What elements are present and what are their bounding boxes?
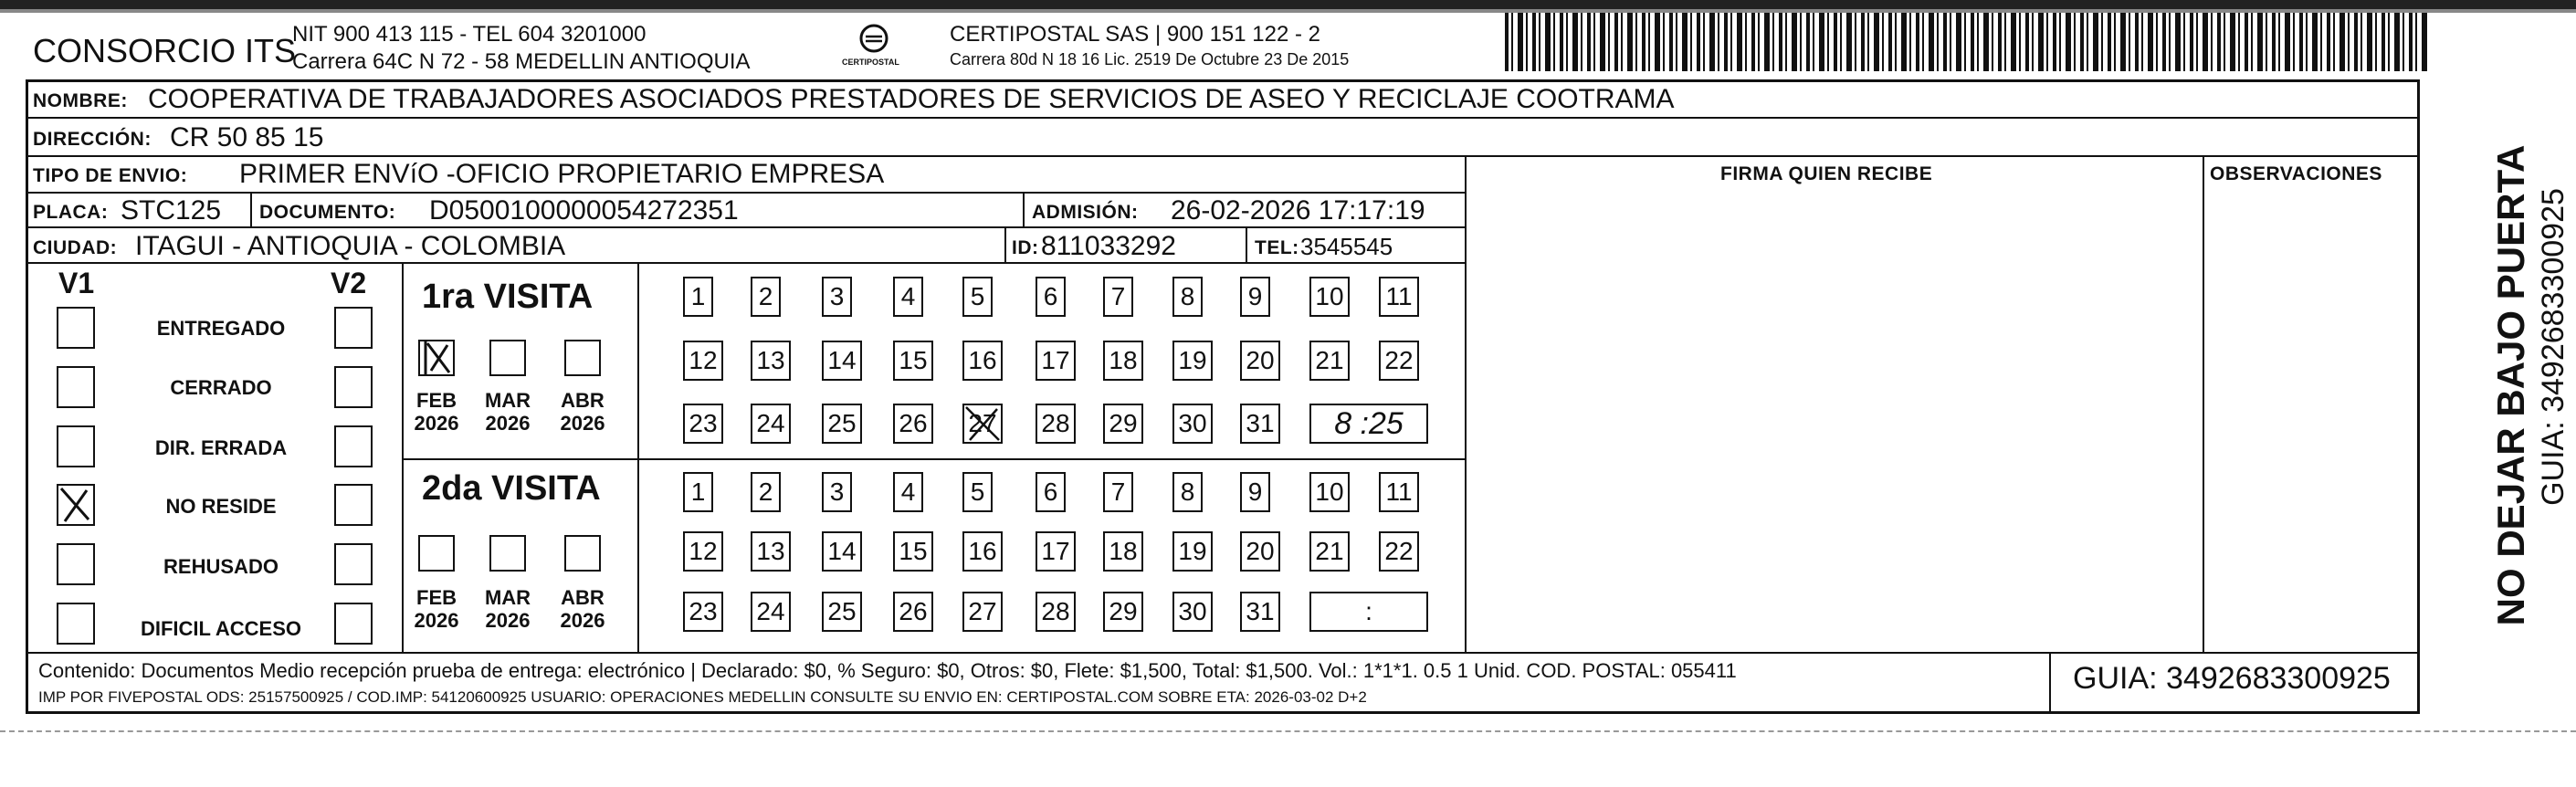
month-feb: FEB	[416, 586, 457, 609]
first-visit-day[interactable]: 23	[683, 404, 723, 444]
year: 2026	[414, 412, 459, 435]
scan-edge	[0, 0, 2576, 9]
first-visit-day[interactable]: 9	[1240, 277, 1270, 317]
handwritten-x-mark	[418, 340, 455, 376]
v2-checkbox-entregado[interactable]	[334, 307, 373, 349]
second-visit-day[interactable]: 31	[1240, 592, 1280, 632]
first-visit-day[interactable]: 21	[1309, 341, 1350, 381]
second-visit-month-feb[interactable]	[418, 535, 455, 572]
first-visit-month-abr[interactable]	[564, 340, 601, 376]
first-visit-day[interactable]: 14	[822, 341, 862, 381]
courier-line: CERTIPOSTAL SAS | 900 151 122 - 2	[950, 22, 1320, 47]
tipo-label: TIPO DE ENVIO:	[33, 165, 188, 186]
first-visit-time[interactable]: 8 :25	[1309, 404, 1428, 444]
v2-header: V2	[331, 267, 367, 299]
second-visit-day[interactable]: 12	[683, 531, 723, 572]
second-visit-month-abr[interactable]	[564, 535, 601, 572]
year: 2026	[485, 609, 531, 633]
first-visit-day[interactable]: 30	[1172, 404, 1213, 444]
month-feb: FEB	[416, 389, 457, 412]
v1-header: V1	[58, 267, 95, 299]
first-visit-day[interactable]: 8	[1172, 277, 1203, 317]
first-visit-day[interactable]: 7	[1103, 277, 1133, 317]
second-visit-day[interactable]: 28	[1036, 592, 1076, 632]
id-value: 811033292	[1041, 231, 1176, 261]
second-visit-day[interactable]: 26	[893, 592, 933, 632]
first-visit-day[interactable]: 26	[893, 404, 933, 444]
second-visit-day[interactable]: 16	[962, 531, 1003, 572]
second-visit-day[interactable]: 30	[1172, 592, 1213, 632]
status-option-no-reside: NO RESIDE	[165, 495, 277, 518]
second-visit-day[interactable]: 7	[1103, 472, 1133, 512]
tel-label: TEL:	[1255, 237, 1299, 258]
side-guia: GUIA: 3492683300925	[2536, 188, 2571, 506]
second-visit-day[interactable]: 10	[1309, 472, 1350, 512]
logo-text: CERTIPOSTAL	[842, 58, 899, 67]
v2-checkbox-dir-errada[interactable]	[334, 425, 373, 467]
nombre-label: NOMBRE:	[33, 90, 128, 111]
first-visit-day[interactable]: 2	[751, 277, 781, 317]
month-mar: MAR	[484, 586, 531, 609]
first-visit-day[interactable]: 6	[1036, 277, 1066, 317]
first-visit-day[interactable]: 19	[1172, 341, 1213, 381]
first-visit-day[interactable]: 28	[1036, 404, 1076, 444]
v2-checkbox-dificil-acceso[interactable]	[334, 603, 373, 645]
first-visit-month-feb-label	[407, 389, 466, 435]
first-visit-day[interactable]: 18	[1103, 341, 1143, 381]
observaciones-area[interactable]	[2206, 187, 2416, 648]
ciudad-label: CIUDAD:	[33, 237, 118, 258]
first-visit-month-mar[interactable]	[489, 340, 526, 376]
year: 2026	[560, 609, 605, 633]
v2-checkbox-no-reside[interactable]	[334, 484, 373, 526]
second-visit-day[interactable]: 4	[893, 472, 923, 512]
first-visit-day[interactable]: 10	[1309, 277, 1350, 317]
placa-value: STC125	[121, 195, 222, 226]
second-visit-month-feb-label	[407, 586, 466, 633]
v2-checkbox-rehusado[interactable]	[334, 543, 373, 585]
second-visit-day[interactable]: 5	[962, 472, 993, 512]
first-visit-day[interactable]: 11	[1379, 277, 1419, 317]
first-visit-day[interactable]: 3	[822, 277, 852, 317]
second-visit-day[interactable]: 11	[1379, 472, 1419, 512]
tel-value: 3545545	[1300, 233, 1393, 260]
certipostal-logo	[833, 20, 915, 71]
nit-line: NIT 900 413 115 - TEL 604 3201000	[292, 22, 647, 47]
first-visit-day[interactable]: 16	[962, 341, 1003, 381]
direccion-label: DIRECCIÓN:	[33, 129, 152, 150]
side-warning: NO DEJAR BAJO PUERTA	[2489, 144, 2532, 626]
status-option-dir-errada: DIR. ERRADA	[154, 436, 288, 459]
second-visit-day[interactable]: 3	[822, 472, 852, 512]
second-visit-day[interactable]: 27	[962, 592, 1003, 632]
company-name: CONSORCIO ITS	[33, 32, 297, 69]
first-visit-title: 1ra VISITA	[422, 278, 594, 316]
company-address: Carrera 64C N 72 - 58 MEDELLIN ANTIOQUIA	[292, 49, 751, 74]
year: 2026	[485, 412, 531, 435]
second-visit-day[interactable]: 29	[1103, 592, 1143, 632]
status-option-entregado: ENTREGADO	[156, 317, 286, 340]
firma-label: FIRMA QUIEN RECIBE	[1720, 163, 1933, 184]
first-visit-month-abr-label	[553, 389, 612, 435]
first-visit-day[interactable]: 20	[1240, 341, 1280, 381]
second-visit-day[interactable]: 1	[683, 472, 713, 512]
second-visit-month-abr-label	[553, 586, 612, 633]
status-option-cerrado: CERRADO	[170, 376, 272, 399]
tipo-value: PRIMER ENVíO -OFICIO PROPIETARIO EMPRESA	[239, 159, 885, 189]
second-visit-day[interactable]: 25	[822, 592, 862, 632]
imp-line: IMP POR FIVEPOSTAL ODS: 25157500925 / COD.IMP: 54120600925 USUARIO: OPERACIONES MEDELLIN CONSULTE SU ENVIO EN: CERTIPOSTAL.COM SOBRE ETA: 2026-03-02 D+2	[38, 688, 1367, 706]
footer-guia: GUIA: 3492683300925	[2073, 661, 2391, 696]
second-visit-day[interactable]: 9	[1240, 472, 1270, 512]
second-visit-day[interactable]: 19	[1172, 531, 1213, 572]
barcode	[1505, 13, 2427, 71]
second-visit-day[interactable]: 8	[1172, 472, 1203, 512]
status-option-rehusado: REHUSADO	[163, 555, 279, 578]
first-visit-month-feb[interactable]	[418, 340, 455, 376]
first-visit-day[interactable]: 29	[1103, 404, 1143, 444]
second-visit-day[interactable]: 21	[1309, 531, 1350, 572]
second-visit-day[interactable]: 2	[751, 472, 781, 512]
direccion-value: CR 50 85 15	[170, 122, 324, 152]
placa-label: PLACA:	[33, 202, 109, 223]
second-visit-day[interactable]: 20	[1240, 531, 1280, 572]
id-label: ID:	[1012, 237, 1039, 258]
second-visit-day[interactable]: 22	[1379, 531, 1419, 572]
bottom-scan-line	[0, 730, 2576, 732]
second-visit-month-mar[interactable]	[489, 535, 526, 572]
content-line: Contenido: Documentos Medio recepción prueba de entrega: electrónico | Declarado: $0, % Seguro: $0, Otros: $0, Flete: $1,500, Total: $1,500. Vol.: 1*1*1. 0.5 1 Unid. COD. POSTAL: 055411	[38, 659, 1737, 682]
month-mar: MAR	[484, 389, 531, 412]
second-visit-day[interactable]: 24	[751, 592, 791, 632]
second-visit-day[interactable]: 18	[1103, 531, 1143, 572]
firma-area[interactable]	[1468, 187, 2199, 648]
admision-value: 26-02-2026 17:17:19	[1171, 195, 1425, 226]
first-visit-day[interactable]: 24	[751, 404, 791, 444]
month-abr: ABR	[561, 389, 605, 412]
nombre-value: COOPERATIVA DE TRABAJADORES ASOCIADOS PRESTADORES DE SERVICIOS DE ASEO Y RECICLAJE COOTRAMA	[148, 84, 1675, 114]
year: 2026	[560, 412, 605, 435]
first-visit-day[interactable]: 5	[962, 277, 993, 317]
second-visit-day[interactable]: 17	[1036, 531, 1076, 572]
first-visit-day[interactable]: 22	[1379, 341, 1419, 381]
v2-checkbox-cerrado[interactable]	[334, 366, 373, 408]
second-visit-day[interactable]: 15	[893, 531, 933, 572]
admision-label: ADMISIÓN:	[1032, 202, 1139, 223]
courier-address: Carrera 80d N 18 16 Lic. 2519 De Octubre 23 De 2015	[950, 50, 1350, 68]
first-visit-day[interactable]: 4	[893, 277, 923, 317]
second-visit-day[interactable]: 13	[751, 531, 791, 572]
ciudad-value: ITAGUI - ANTIOQUIA - COLOMBIA	[135, 231, 566, 261]
first-visit-day-marked[interactable]	[962, 404, 1003, 444]
year: 2026	[414, 609, 459, 633]
first-visit-day[interactable]: 17	[1036, 341, 1076, 381]
first-visit-day[interactable]: 12	[683, 341, 723, 381]
day-number: 27	[968, 409, 997, 437]
first-visit-day[interactable]: 31	[1240, 404, 1280, 444]
first-visit-day[interactable]: 25	[822, 404, 862, 444]
first-visit-day[interactable]: 13	[751, 341, 791, 381]
first-visit-day[interactable]: 1	[683, 277, 713, 317]
first-visit-day[interactable]: 15	[893, 341, 933, 381]
documento-value: D0500100000054272351	[429, 195, 739, 226]
month-abr: ABR	[561, 586, 605, 609]
second-visit-day[interactable]: 14	[822, 531, 862, 572]
second-visit-day[interactable]: 23	[683, 592, 723, 632]
second-visit-month-mar-label	[478, 586, 537, 633]
handwritten-x-mark	[962, 404, 1003, 444]
second-visit-title: 2da VISITA	[422, 469, 601, 508]
first-visit-month-mar-label	[478, 389, 537, 435]
observaciones-label: OBSERVACIONES	[2210, 163, 2382, 184]
second-visit-day[interactable]: 6	[1036, 472, 1066, 512]
second-visit-time[interactable]: :	[1309, 592, 1428, 632]
documento-label: DOCUMENTO:	[259, 202, 396, 223]
status-option-dificil-acceso: DIFICIL ACCESO	[140, 617, 301, 640]
